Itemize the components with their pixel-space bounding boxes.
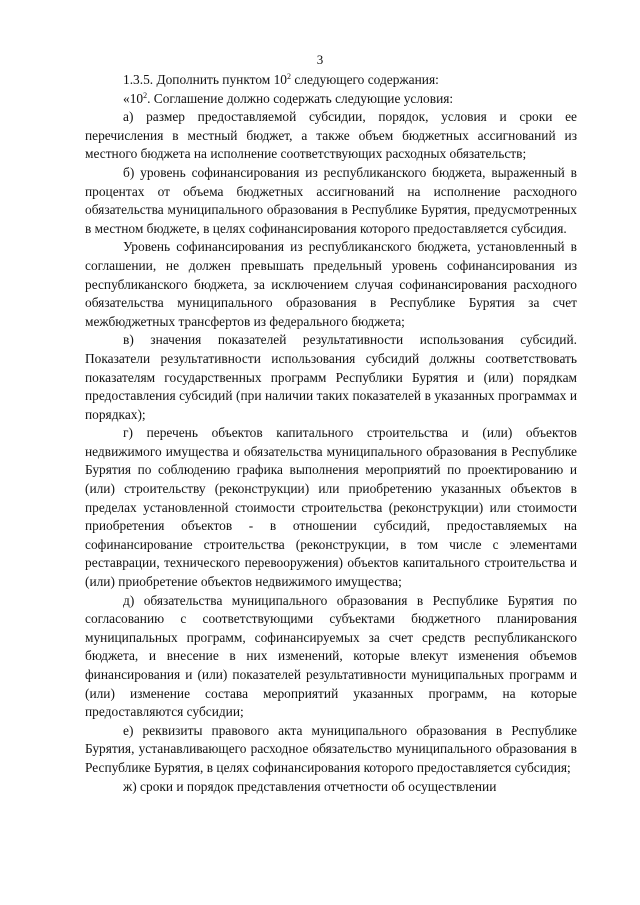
paragraph-d: д) обязательства муниципального образования в Республике Бурятия по согласованию с соответствующими субъектами бюджетного планирования муниципальных программ, софинансируемых за счет средств республиканского бюджета, и внесение в них изменений, которые влекут изменения объемов финансирования и (или) показателей результативности муниципальных программ и (или) изменение состава мероприятий указанных программ, на которые предоставляются субсидии; — [85, 592, 577, 720]
heading-suffix: следующего содержания: — [291, 72, 439, 87]
paragraph-e: е) реквизиты правового акта муниципального образования в Республике Бурятия, устанавливающего расходное обязательство муниципального образования в Республике Бурятия, в целях софинансирования которого предоставляется субсидия; — [85, 722, 577, 775]
page-number: 3 — [316, 52, 324, 67]
intro-suffix: . Соглашение должно содержать следующие условия: — [147, 90, 454, 106]
heading-prefix: 1.3.5. Дополнить пунктом 10 — [123, 72, 287, 87]
paragraph-b: б) уровень софинансирования из республиканского бюджета, выраженный в процентах от объема бюджетных ассигнований на исполнение расходного обязательства муниципального образования в Республике Бурятия, предусмотренных в местном бюджете, в целях софинансирования которого предоставляется субсидия. — [85, 164, 577, 236]
paragraph-v: в) значения показателей результативности использования субсидий. Показатели результативности использования субсидий должны соответствовать показателям государственных программ Республики Бурятия и (или) порядкам предоставления субсидий (при наличии таких показателей в указанных программах и порядках); — [85, 332, 577, 422]
clause-intro — [85, 90, 577, 109]
heading-superscript: 2 — [287, 72, 291, 81]
intro-superscript: 2 — [143, 90, 148, 100]
paragraph-cofinancing-level: Уровень софинансирования из республиканского бюджета, установленный в соглашении, не должен превышать предельный уровень софинансирования из республиканского бюджета, за исключением случая софинансирования расходного обязательства муниципального образования в Республике Бурятия за счет межбюджетных трансфертов из федерального бюджета; — [85, 239, 577, 329]
paragraph-a: а) размер предоставляемой субсидии, порядок, условия и сроки ее перечисления в местный бюджет, а также объем бюджетных ассигнований из местного бюджета на исполнение соответствующих расходных обязательств; — [85, 109, 577, 162]
paragraph-zh: ж) сроки и порядок представления отчетности об осуществлении — [123, 778, 497, 794]
intro-prefix: «10 — [123, 90, 144, 106]
document-body — [85, 71, 577, 796]
paragraph-g: г) перечень объектов капитального строительства и (или) объектов недвижимого имущества и обязательства муниципального образования в Республике Бурятия по соблюдению графика выполнения мероприятий по проектированию и (или) строительству (реконструкции) или приобретению указанных объектов в пределах установленной стоимости строительства (реконструкции) или стоимости приобретения объектов - в отношении субсидий, предоставляемых на софинансирование строительства (реконструкции, в том числе с элементами реставрации, технического перевооружения) объектов капитального строительства и (или) приобретение объектов недвижимого имущества; — [85, 425, 577, 590]
amendment-heading — [85, 71, 577, 90]
